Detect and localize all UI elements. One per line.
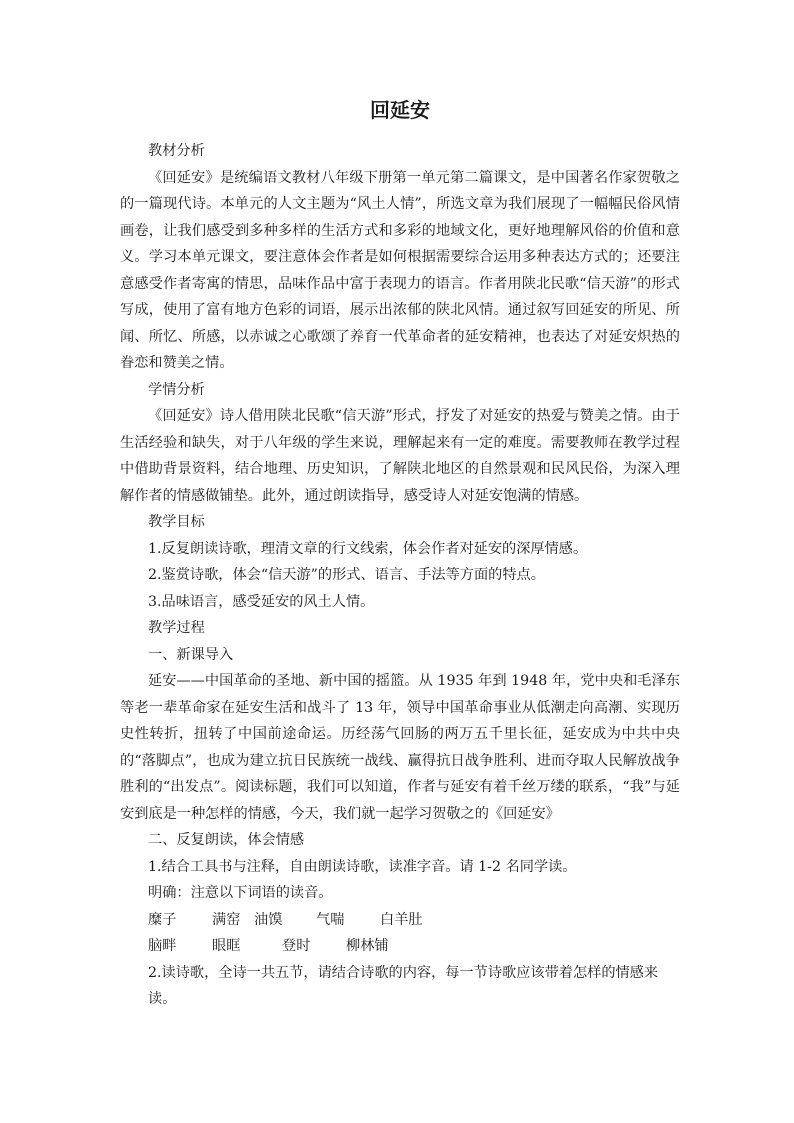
vocab-word: 眼眶: [212, 938, 241, 954]
section-heading-teaching-goals: 教学目标: [148, 514, 205, 530]
vocab-row-2: [120, 933, 680, 960]
document-body: [120, 92, 680, 1013]
section-heading-student-analysis: 学情分析: [148, 381, 205, 398]
textbook-analysis-paragraph: 《回延安》是统编语文教材八年级下册第一单元第二篇课文，是中国著名作家贺敬之的一篇现代诗。本单元的人文主题为“风土人情”，所选文章为我们展现了一幅幅民俗风情画卷，让我们感受到多种多样的生活方式和多彩的地域文化，更好地理解风俗的价值和意义。学习本单元课文，要注意体会作者是如何根据需要综合运用多种表达方式的；还要注意感受作者寄寓的情思，品味作品中富于表现力的语言。作者用陕北民歌“信天游”的形式写成，使用了富有地方色彩的词语，展示出浓郁的陕北风情。通过叙写回延安的所见、所闻、所忆、所感，以赤诚之心歌颂了养育一代革命者的延安精神，也表达了对延安炽热的眷恋和赞美之情。: [120, 169, 680, 371]
vocab-word: 脑畔: [148, 938, 177, 954]
step1-paragraph: 延安——中国革命的圣地、新中国的摇篮。从 1935 年到 1948 年，党中央和毛泽东等老一辈革命家在延安生活和战斗了 13 年，领导中国革命事业从低潮走向高潮、实现历史性转折，扭转了中国前途命运。历经荡气回肠的两万五千里长征，延安成为中共中央的“落脚点”，也成为建立抗日民族统一战线、赢得抗日战争胜利、进而夺取人民解放战争胜利的“出发点”。阅读标题，我们可以知道，作者与延安有着千丝万缕的联系，“我”与延安到底是一种怎样的情感，今天，我们就一起学习贺敬之的《回延安》: [120, 673, 680, 822]
goal-item-1: 1.反复朗读诗歌，理清文章的行文线索，体会作者对延安的深厚情感。: [148, 540, 588, 557]
vocab-row-1: [120, 907, 680, 934]
section-heading-textbook-analysis: 教材分析: [148, 143, 205, 159]
section-heading-teaching-process: 教学过程: [148, 620, 205, 636]
vocab-word: 白羊肚: [380, 911, 423, 928]
step2-heading: 二、反复朗读，体会情感: [148, 832, 305, 848]
step2-item-1: 1.结合工具书与注释，自由朗读诗歌，读准字音。请 1-2 名同学读。: [148, 858, 577, 875]
vocab-word: 柳林铺: [346, 938, 389, 954]
student-analysis-paragraph: 《回延安》诗人借用陕北民歌“信天游”形式，抒发了对延安的热爱与赞美之情。由于生活经验和缺失，对于八年级的学生来说，理解起来有一定的难度。需要教师在教学过程中借助背景资料，结合地理、历史知识，了解陕北地区的自然景观和民风民俗，为深入理解作者的情感做铺垫。此外，通过朗读指导，感受诗人对延安饱满的情感。: [120, 408, 680, 504]
goal-item-3: 3.品味语言，感受延安的风土人情。: [148, 593, 375, 610]
goal-item-2: 2.鉴赏诗歌，体会“信天游”的形式、语言、手法等方面的特点。: [148, 567, 545, 583]
vocab-word: 油馍: [254, 911, 283, 928]
step2-clarify: 明确：注意以下词语的读音。: [148, 885, 333, 901]
step2-item-2: 2.读诗歌，全诗一共五节，请结合诗歌的内容，每一节诗歌应该带着怎样的情感来读。: [148, 964, 659, 1007]
vocab-word: 糜子: [148, 911, 177, 928]
vocab-word: 气喘: [316, 911, 345, 928]
document-title: 回延安: [370, 98, 430, 122]
step1-heading: 一、新课导入: [148, 646, 234, 663]
vocab-word: 满窑: [212, 911, 241, 928]
vocab-word: 登时: [282, 938, 311, 954]
